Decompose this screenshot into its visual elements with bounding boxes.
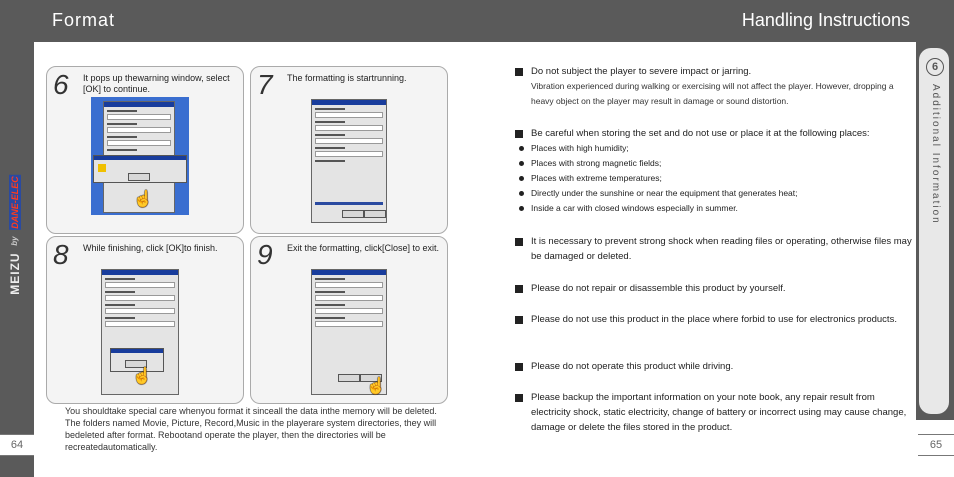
chapter-label: Additional Information	[930, 84, 941, 225]
square-bullet-icon	[515, 68, 523, 76]
hand-cursor-icon: ☝	[366, 378, 386, 395]
dot-bullet-icon	[519, 176, 524, 181]
list-item: Directly under the sunshine or near the equipment that generates heat;	[515, 186, 915, 201]
page-number-right: 65	[918, 434, 954, 456]
step-text: While finishing, click [OK]to finish.	[83, 243, 218, 253]
step-number: 9	[257, 239, 273, 270]
list-item: Places with extreme temperatures;	[515, 171, 915, 186]
dot-bullet-icon	[519, 206, 524, 211]
progress-bar	[315, 202, 383, 205]
step-number: 6	[53, 69, 69, 100]
step-text: The formatting is startrunning.	[287, 73, 407, 83]
brand-by-text: by	[10, 236, 19, 246]
dot-bullet-icon	[519, 191, 524, 196]
format-note: You shouldtake special care whenyou format it sinceall the data inthe memory will be deleted. The folders named Movie, Picture, Record,Music in the playerare system directories, they will bedeleted after format. Rebootand operate the player, then the directories will be recreatedautomatically.	[65, 406, 437, 452]
square-bullet-icon	[515, 238, 523, 246]
instruction-item: Please do not repair or disassemble this product by yourself.	[515, 281, 915, 296]
square-bullet-icon	[515, 285, 523, 293]
square-bullet-icon	[515, 130, 523, 138]
step-6-panel	[46, 66, 244, 234]
format-window	[101, 269, 179, 395]
format-window	[311, 269, 387, 395]
instruction-item: Please do not use this product in the place where forbid to use for electronics products.	[515, 312, 915, 327]
screenshot-warning	[91, 97, 189, 215]
warning-dialog	[93, 155, 187, 183]
instruction-item: Please backup the important information on your note book, any repair result from electricity shock, static electricity, change of battery or incorrect using may cause change, damage or delete the files stored in the product.	[515, 390, 915, 435]
ok-button[interactable]	[128, 173, 150, 181]
format-window	[311, 99, 387, 223]
instruction-item: Do not subject the player to severe impact or jarring. Vibration experienced during walking or exercising will not affect the player. However, dropping a heavy object on the player may result in damage or sound distortion.	[515, 64, 915, 109]
dot-bullet-icon	[519, 161, 524, 166]
page-title-right: Handling Instructions	[741, 10, 910, 30]
hand-cursor-icon: ☝	[133, 191, 153, 208]
warning-icon	[98, 164, 106, 172]
chapter-number: 6	[926, 58, 944, 76]
start-button[interactable]	[342, 210, 364, 218]
step-7-panel	[250, 66, 448, 234]
hand-cursor-icon: ☝	[132, 368, 152, 385]
page-number-left: 64	[0, 434, 34, 456]
step-8-panel	[46, 236, 244, 404]
square-bullet-icon	[515, 363, 523, 371]
square-bullet-icon	[515, 316, 523, 324]
step-9-panel	[250, 236, 448, 404]
list-item: Inside a car with closed windows especially in summer.	[515, 201, 915, 216]
step-number: 8	[53, 239, 69, 270]
list-item: Places with strong magnetic fields;	[515, 156, 915, 171]
page-title-left: Format	[52, 10, 116, 30]
brand-logo	[8, 175, 22, 295]
meizu-logo: MEIZU	[8, 252, 22, 295]
close-button[interactable]	[364, 210, 386, 218]
step-number: 7	[257, 69, 273, 100]
dane-elec-logo: DANE-ELEC	[10, 176, 20, 229]
step-text: It pops up thewarning window, select [OK] to continue.	[83, 73, 230, 94]
instruction-item: Please do not operate this product while driving.	[515, 359, 915, 374]
list-item: Places with high humidity;	[515, 141, 915, 156]
instruction-item: Be careful when storing the set and do not use or place it at the following places: Places with high humidity; Places with strong magnetic fields; Places with extreme temperatures; Directly under the sunshine or near the equipment that generates heat; Inside a car with closed windows especially in summer.	[515, 126, 915, 216]
dot-bullet-icon	[519, 146, 524, 151]
start-button[interactable]	[338, 374, 360, 382]
instruction-item: It is necessary to prevent strong shock when reading files or operating, otherwise files may be damaged or deleted.	[515, 234, 915, 264]
square-bullet-icon	[515, 394, 523, 402]
step-text: Exit the formatting, click[Close] to exit.	[287, 243, 440, 253]
